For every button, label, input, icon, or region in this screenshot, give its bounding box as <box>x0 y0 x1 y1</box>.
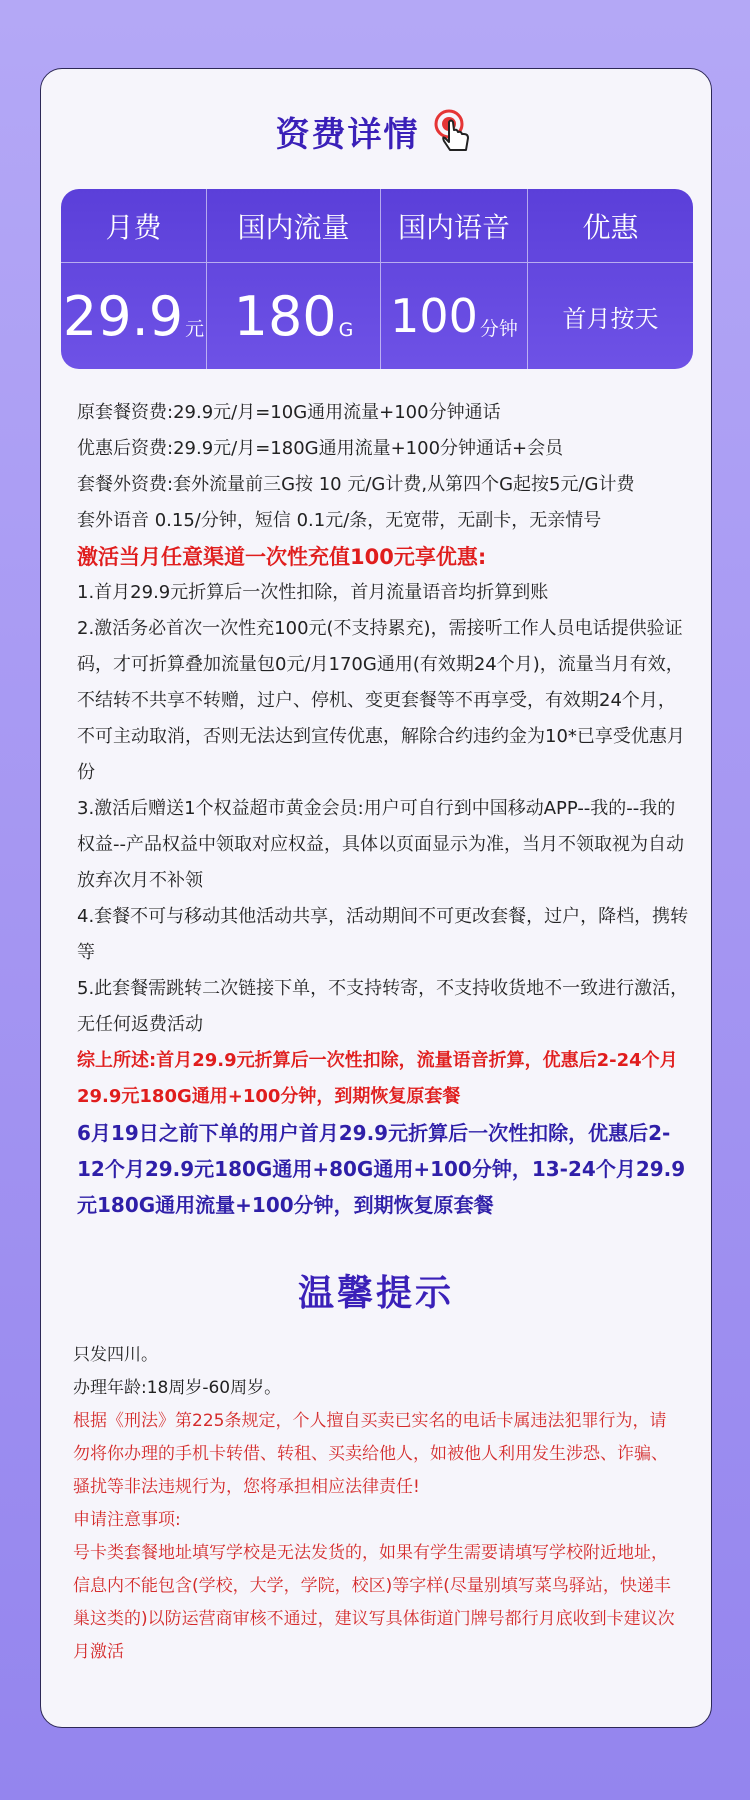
rule-item-5: 5.此套餐需跳转二次链接下单，不支持转寄，不支持收货地不一致进行激活，无任何返费活动 <box>77 978 689 1035</box>
title-row <box>41 107 711 156</box>
header-domestic-data: 国内流量 <box>207 189 381 262</box>
tips-section <box>73 1339 683 1669</box>
header-monthly-fee: 月费 <box>61 189 207 262</box>
plan-card <box>40 68 712 1728</box>
overage-voice-text: 套外语音 0.15/分钟，短信 0.1元/条，无宽带，无副卡，无亲情号 <box>77 510 602 531</box>
data-value: 180 <box>233 284 337 348</box>
rule-item-2: 2.激活务必首次一次性充100元(不支持累充)，需接听工作人员电话提供验证码，才可折算叠加流量包0元/月170G通用(有效期24个月)，流量当月有效，不结转不共享不转赠，过户、停机、变更套餐等不再享受，有效期24个月，不可主动取消，否则无法达到宣传优惠，解除合约违约金为10*已享受优惠月份 <box>77 618 685 783</box>
summary-text: 综上所述:首月29.9元折算后一次性扣除，流量语音折算，优惠后2-24个月29.9元180G通用+100分钟，到期恢复原套餐 <box>77 1050 678 1107</box>
overage-data-text: 套餐外资费:套外流量前三G按 10 元/G计费,从第四个G起按5元/G计费 <box>77 474 635 495</box>
header-domestic-voice: 国内语音 <box>381 189 528 262</box>
plan-details <box>77 395 689 1223</box>
rule-item-3: 3.激活后赠送1个权益超市黄金会员:用户可自行到中国移动APP--我的--我的权益--产品权益中领取对应权益，具体以页面显示为准，当月不领取视为自动放弃次月不补领 <box>77 798 684 891</box>
discount-plan-text: 优惠后资费:29.9元/月=180G通用流量+100分钟通话+会员 <box>77 438 564 459</box>
fee-table-values <box>61 263 693 369</box>
activation-heading: 激活当月任意渠道一次性充值100元享优惠: <box>77 545 487 569</box>
region-text: 只发四川。 <box>73 1345 158 1365</box>
legal-warning-text: 根据《刑法》第225条规定，个人擅自买卖已实名的电话卡属违法犯罪行为，请勿将你办理的手机卡转借、转租、买卖给他人，如被他人利用发生涉恐、诈骗、骚扰等非法违规行为，您将承担相应法律责任! <box>73 1411 668 1497</box>
notice-text: 号卡类套餐地址填写学校是无法发货的，如果有学生需要请填写学校附近地址，信息内不能包含(学校，大学，学院，校区)等字样(尽量别填写菜鸟驿站，快递丰巢这类的)以防运营商审核不通过，建议写具体街道门牌号都行月底收到卡建议次月激活 <box>73 1543 675 1662</box>
original-plan-text: 原套餐资费:29.9元/月=10G通用流量+100分钟通话 <box>77 402 501 423</box>
rule-item-1: 1.首月29.9元折算后一次性扣除，首月流量语音均折算到账 <box>77 582 549 603</box>
page-title: 资费详情 <box>275 115 420 155</box>
fee-table <box>61 189 693 369</box>
notice-heading: 申请注意事项: <box>73 1510 181 1530</box>
tips-title: 温馨提示 <box>297 1273 454 1314</box>
fee-table-header <box>61 189 693 263</box>
pointer-hand-click-icon <box>433 108 477 156</box>
promo-value: 首月按天 <box>562 304 659 333</box>
monthly-fee-unit: 元 <box>185 318 205 340</box>
early-order-note: 6月19日之前下单的用户首月29.9元折算后一次性扣除，优惠后2-12个月29.9元180G通用+80G通用+100分钟，13-24个月29.9元180G通用流量+100分钟，到期恢复原套餐 <box>77 1121 686 1217</box>
data-unit: G <box>338 319 354 341</box>
voice-value: 100 <box>390 289 478 343</box>
promo-cell <box>528 263 693 369</box>
header-promo: 优惠 <box>582 210 639 244</box>
voice-unit: 分钟 <box>479 318 518 340</box>
monthly-fee-cell <box>61 263 207 369</box>
voice-cell <box>381 263 528 369</box>
data-cell <box>207 263 381 369</box>
monthly-fee-value: 29.9 <box>62 284 184 348</box>
rule-item-4: 4.套餐不可与移动其他活动共享，活动期间不可更改套餐，过户，降档，携转等 <box>77 906 689 963</box>
age-text: 办理年龄:18周岁-60周岁。 <box>73 1378 282 1398</box>
